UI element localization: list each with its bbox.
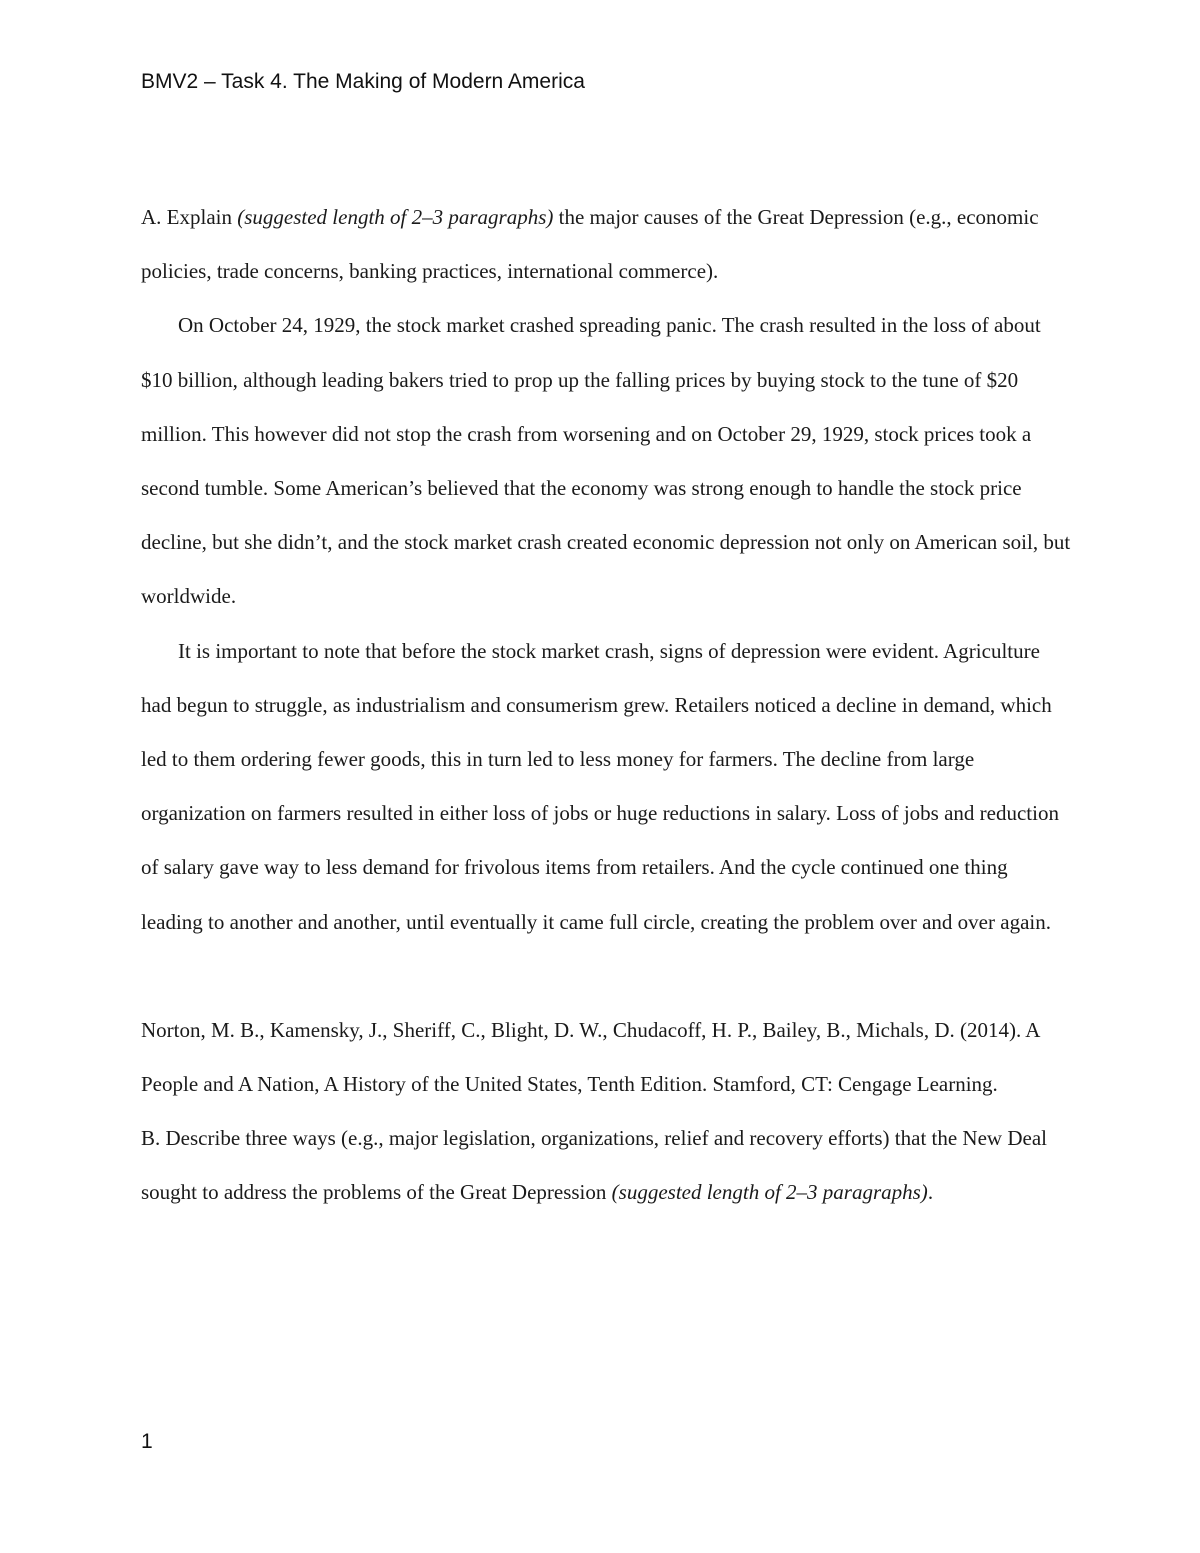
reference-citation: Norton, M. B., Kamensky, J., Sheriff, C., Blight, D. W., Chudacoff, H. P., Bailey, B., Michals, D. (2014). A People and A Nation, A History of the United States, Tenth Edition. Stamford, CT: Cengage Learning.	[141, 1017, 1040, 1097]
blank-line	[141, 949, 1071, 1003]
section-a-prompt	[141, 190, 1071, 298]
section-b-prompt-end: .	[927, 1180, 934, 1205]
page-number: 1	[141, 1430, 153, 1453]
document-body	[141, 190, 1071, 1220]
section-b-prompt	[141, 1111, 1071, 1219]
section-a-paragraph-1: On October 24, 1929, the stock market crashed spreading panic. The crash resulted in the loss of about $10 billion, although leading bakers tried to prop up the falling prices by buying stock to the tune of $20 million. This however did not stop the crash from worsening and on October 29, 1929, stock prices took a second tumble. Some American’s believed that the economy was strong enough to handle the stock price decline, but she didn’t, and the stock market crash created economic depression not only on American soil, but worldwide.	[141, 313, 1071, 609]
section-a-prompt-start: A. Explain	[141, 205, 238, 229]
document-header: BMV2 – Task 4. The Making of Modern America	[141, 70, 585, 93]
section-b-prompt-start: B. Describe three ways (e.g., major legislation, organizations, relief and recovery efforts) that the New Deal sought to address the problems of the Great Depression	[141, 1126, 1047, 1205]
section-a-prompt-length: (suggested length of 2–3 paragraphs)	[237, 205, 554, 229]
section-a-paragraph-2: It is important to note that before the stock market crash, signs of depression were evident. Agriculture had begun to struggle, as industrialism and consumerism grew. Retailers noticed a decline in demand, which led to them ordering fewer goods, this in turn led to less money for farmers. The decline from large organization on farmers resulted in either loss of jobs or huge reductions in salary. Loss of jobs and reduction of salary gave way to less demand for frivolous items from retailers. And the cycle continued one thing leading to another and another, until eventually it came full circle, creating the problem over and over again.	[141, 638, 1059, 934]
section-b-prompt-length: (suggested length of 2–3 paragraphs)	[611, 1180, 928, 1205]
section-a-prompt-end: the major causes of the Great Depression (e.g., economic policies, trade concerns, banking practices, international commerce).	[141, 205, 1039, 284]
